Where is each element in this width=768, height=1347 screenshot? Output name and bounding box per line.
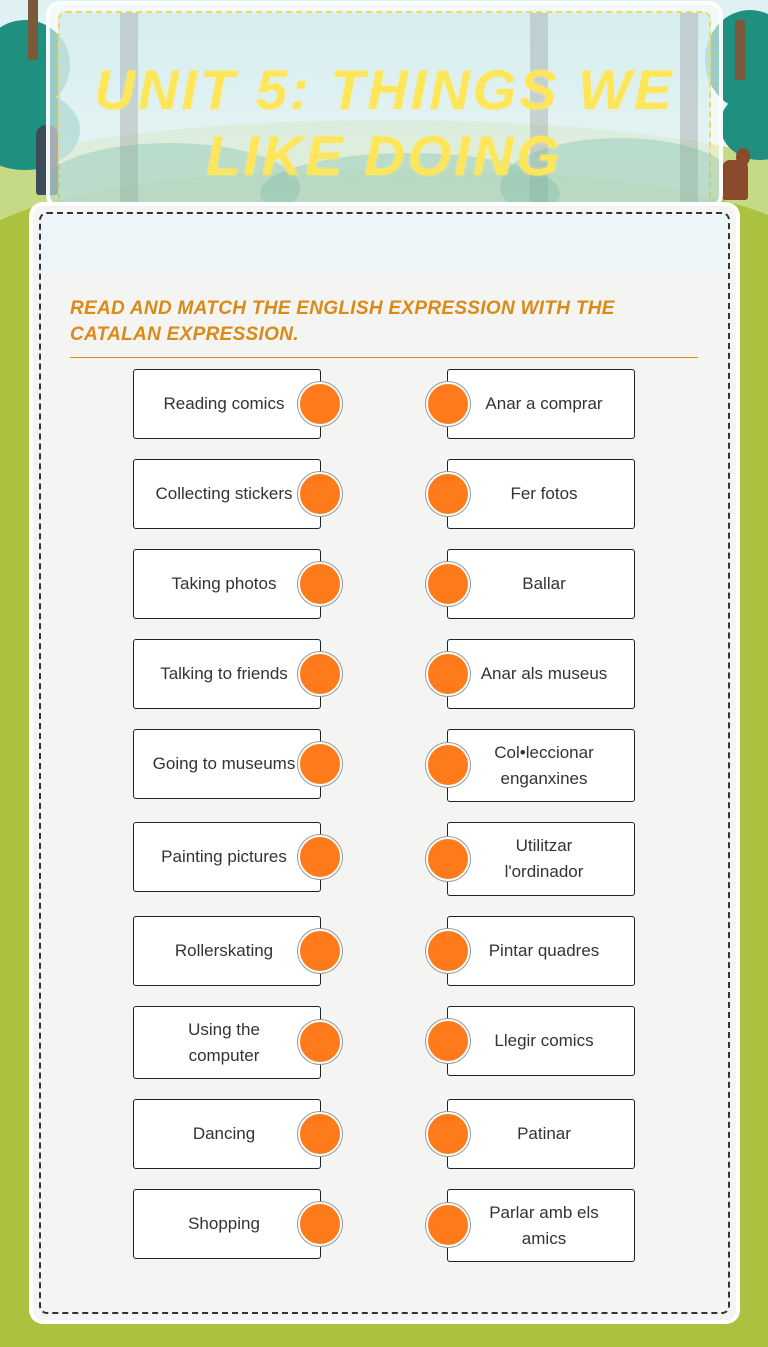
match-item-label: Patinar (517, 1124, 571, 1143)
match-dot-icon[interactable] (298, 835, 342, 879)
match-dot-icon[interactable] (426, 1203, 470, 1247)
match-item-label: Fer fotos (510, 484, 578, 503)
match-dot-icon[interactable] (298, 1202, 342, 1246)
match-item-label: Col•leccionar enganxines (494, 742, 594, 788)
match-dot-icon[interactable] (298, 472, 342, 516)
match-dot-icon[interactable] (426, 382, 470, 426)
match-item-label: Anar a comprar (485, 394, 603, 413)
match-dot-icon[interactable] (426, 562, 470, 606)
match-item-left[interactable] (133, 369, 321, 439)
match-item-label: Llegir comics (494, 1031, 594, 1050)
match-item-left[interactable] (133, 1099, 321, 1169)
match-item-right[interactable] (447, 1099, 635, 1169)
match-dot-icon[interactable] (298, 382, 342, 426)
match-dot-icon[interactable] (426, 472, 470, 516)
match-dot-icon[interactable] (298, 1020, 342, 1064)
match-item-label: Talking to friends (160, 664, 288, 683)
match-item-label: Reading comics (163, 394, 285, 413)
match-item-left[interactable] (133, 1189, 321, 1259)
match-item-left[interactable] (133, 916, 321, 986)
match-item-left[interactable] (133, 459, 321, 529)
instructions-divider (70, 357, 698, 358)
match-item-label: Rollerskating (174, 941, 274, 960)
match-item-left[interactable] (133, 1006, 321, 1079)
tree-trunk-icon (28, 0, 38, 60)
match-item-right[interactable] (447, 916, 635, 986)
deer-icon (722, 160, 748, 200)
match-item-label: Collecting stickers (155, 484, 293, 503)
match-item-label: Utilitzar l'ordinador (504, 836, 584, 881)
match-dot-icon[interactable] (426, 837, 470, 881)
match-item-right[interactable] (447, 1006, 635, 1076)
match-dot-icon[interactable] (298, 652, 342, 696)
match-dot-icon[interactable] (426, 1019, 470, 1063)
match-dot-icon[interactable] (298, 562, 342, 606)
match-item-label: Ballar (522, 574, 566, 593)
match-dot-icon[interactable] (298, 929, 342, 973)
match-item-right[interactable] (447, 549, 635, 619)
match-item-right[interactable] (447, 369, 635, 439)
match-dot-icon[interactable] (426, 652, 470, 696)
match-item-right[interactable] (447, 1189, 635, 1262)
header-frame (58, 11, 711, 205)
match-item-right[interactable] (447, 729, 635, 802)
tree-trunk-icon (735, 20, 745, 80)
match-item-label: Anar als museus (480, 664, 608, 683)
header-card (50, 5, 719, 205)
match-item-left[interactable] (133, 822, 321, 892)
page-title: UNIT 5: THINGS WE LIKE DOING (94, 58, 675, 187)
match-item-label: Dancing (192, 1124, 256, 1143)
match-item-left[interactable] (133, 549, 321, 619)
match-dot-icon[interactable] (426, 1112, 470, 1156)
match-dot-icon[interactable] (426, 743, 470, 787)
match-item-label: Using the computer (188, 1019, 260, 1065)
match-item-left[interactable] (133, 639, 321, 709)
match-item-label: Shopping (188, 1214, 260, 1233)
match-item-label: Pintar quadres (488, 941, 600, 960)
match-dot-icon[interactable] (298, 1112, 342, 1156)
match-item-right[interactable] (447, 822, 635, 896)
match-item-label: Taking photos (171, 574, 277, 593)
match-item-right[interactable] (447, 459, 635, 529)
instructions-text: READ AND MATCH THE ENGLISH EXPRESSION WITH THE CATALAN EXPRESSION. (70, 298, 615, 345)
deer-head-icon (736, 148, 750, 166)
match-item-label: Painting pictures (161, 847, 287, 866)
match-item-label: Parlar amb els amics (489, 1202, 599, 1248)
match-item-label: Going to museums (152, 754, 296, 773)
match-dot-icon[interactable] (426, 929, 470, 973)
match-item-left[interactable] (133, 729, 321, 799)
match-item-right[interactable] (447, 639, 635, 709)
match-dot-icon[interactable] (298, 742, 342, 786)
